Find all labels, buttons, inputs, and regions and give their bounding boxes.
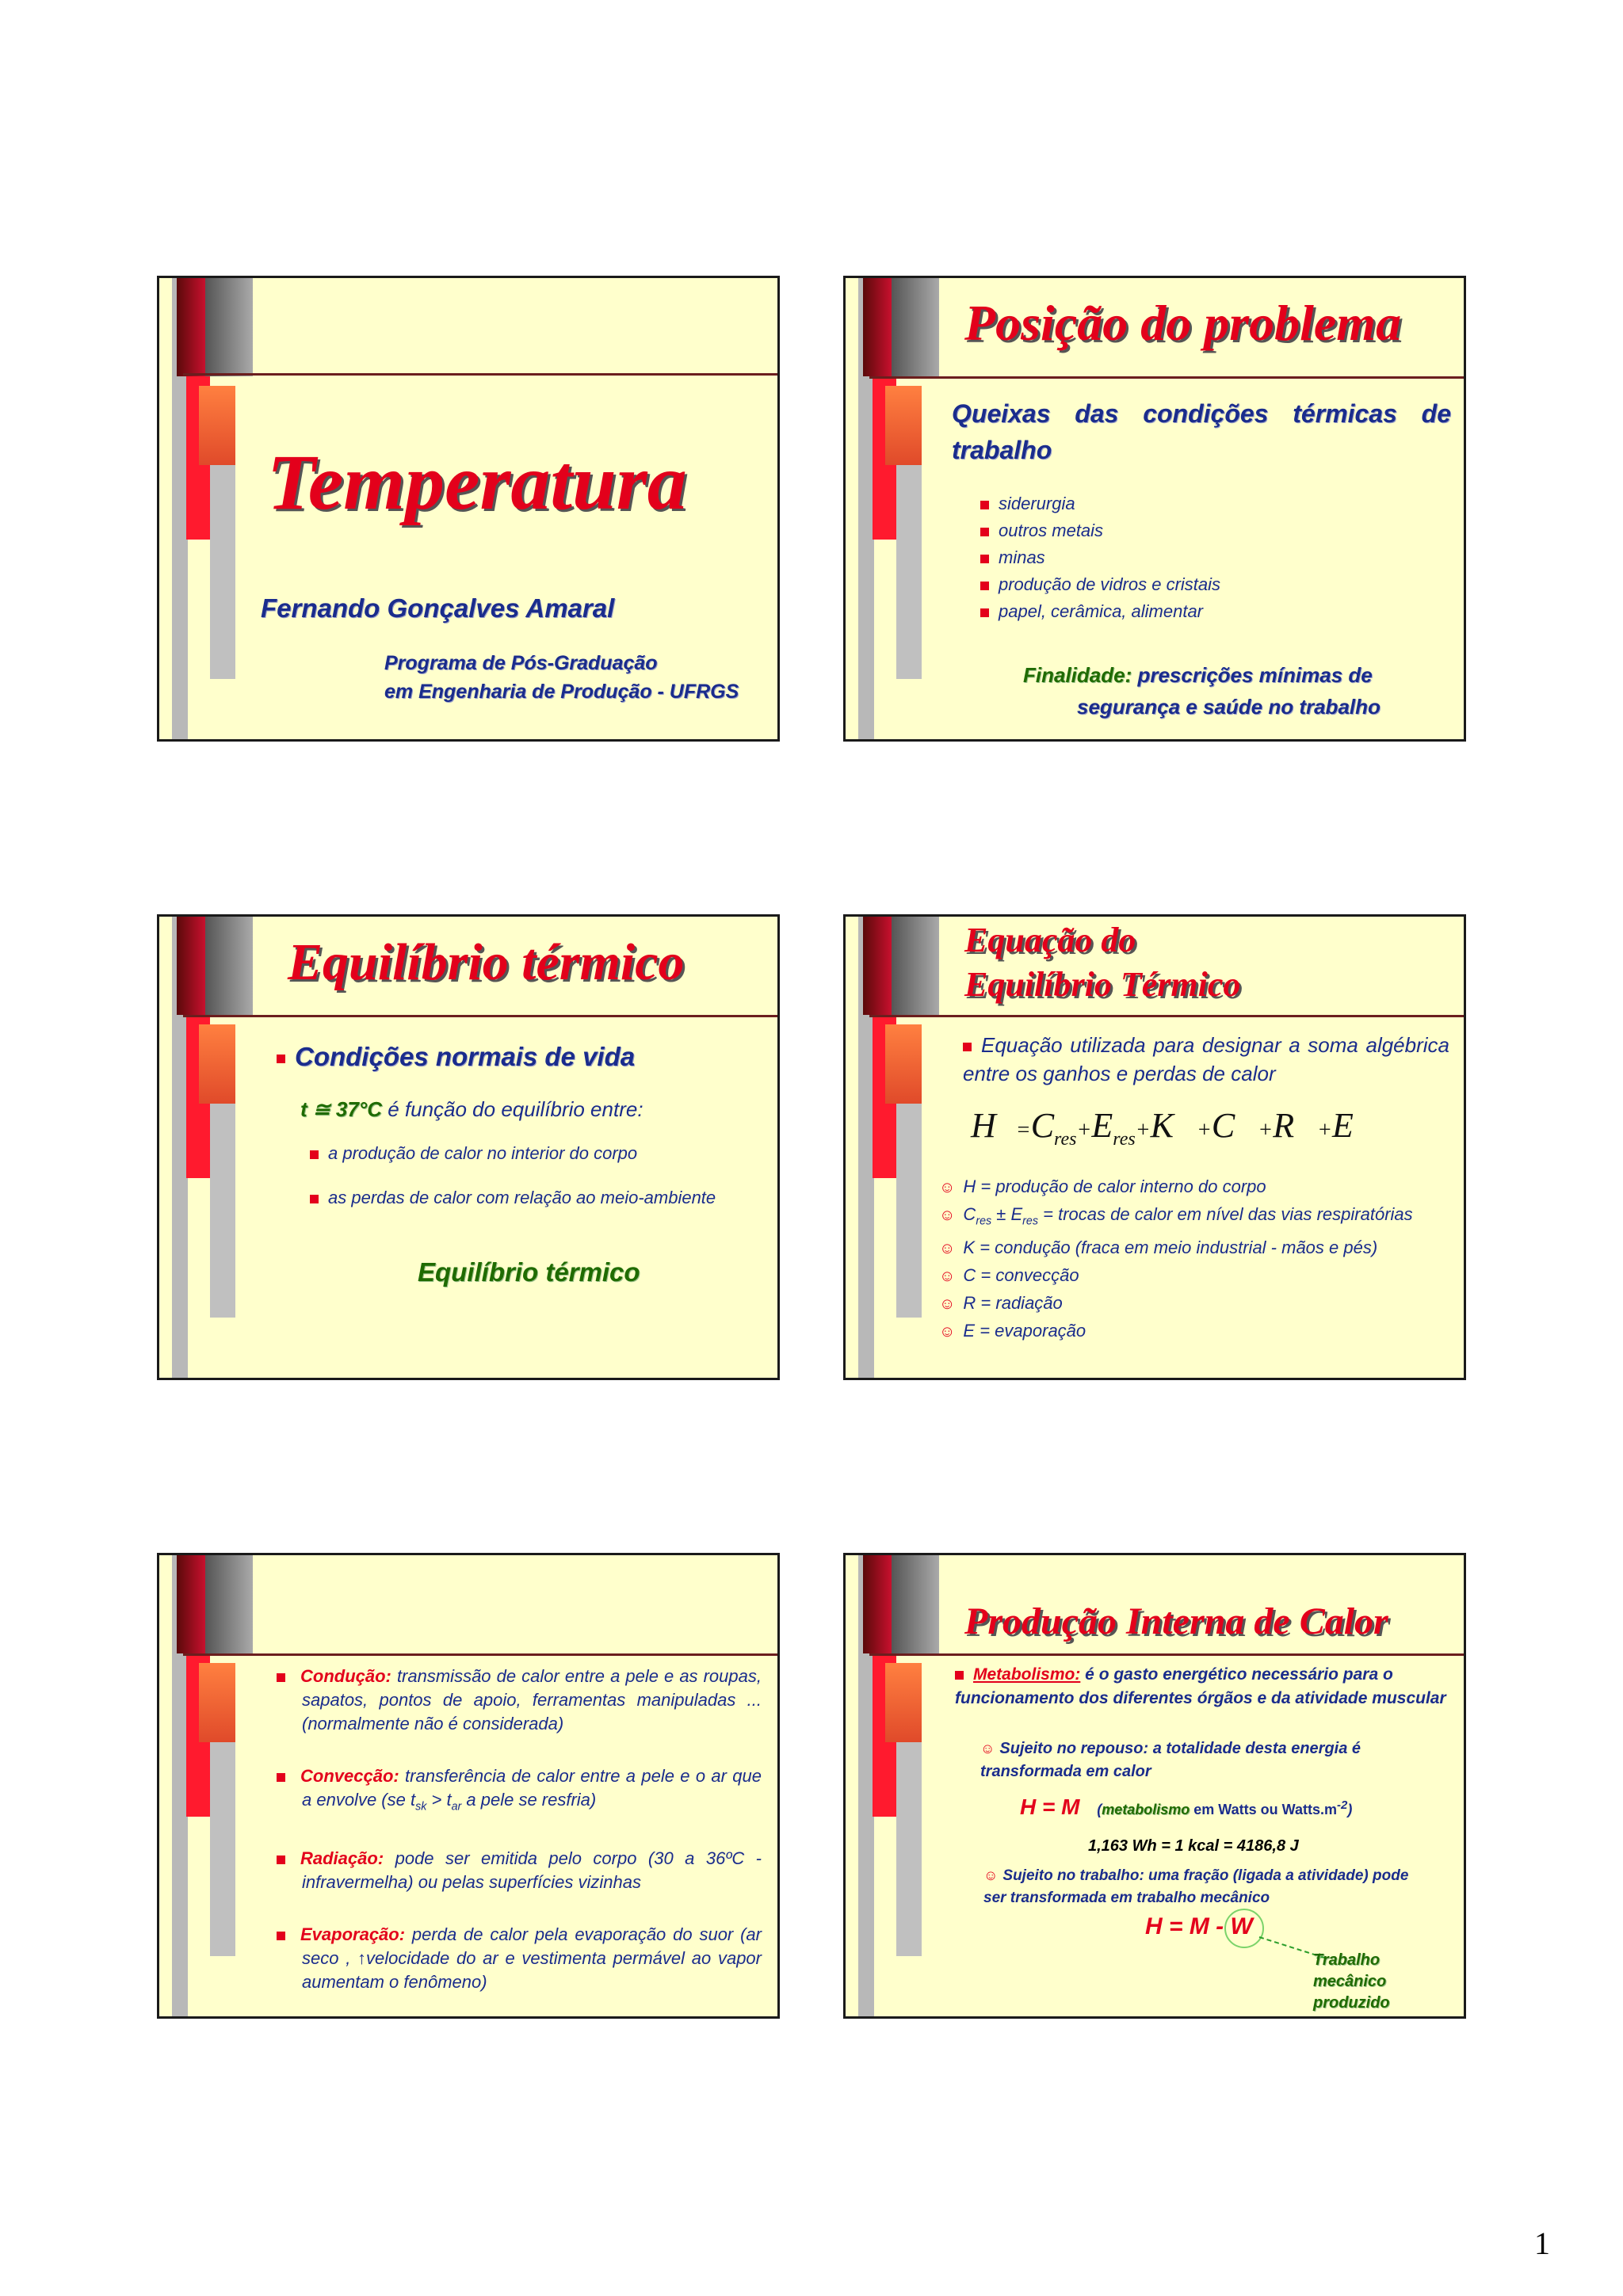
list-item: a produção de calor no interior do corpo (310, 1143, 637, 1164)
heading: Queixas das condições térmicas de trabalho (952, 399, 1451, 464)
list-item: Convecção: transferência de calor entre a pele e o ar que a envolve (se $t_{sk} > t_{ar}$ a pele se resfria) (277, 1764, 762, 1818)
list-item: minas (980, 544, 1220, 571)
list-item: ☺ K = condução (fraca em meio industrial - mãos e pés) (939, 1238, 1378, 1258)
complaints-list (980, 490, 1220, 625)
slide-title: Temperatura (267, 438, 687, 526)
program-line2: em Engenharia de Produção - UFRGS (384, 681, 739, 703)
list-item: outros metais (980, 517, 1220, 544)
divider (869, 1653, 1464, 1656)
divider (183, 373, 777, 376)
slide-decoration (159, 278, 254, 739)
slide-equilibrio-termico (157, 914, 780, 1380)
slide-decoration (846, 278, 941, 739)
list-item: Evaporação: perda de calor pela evaporação do suor (ar seco , ↑velocidade do ar e vestimenta permável ao vapor aumentam o fenômeno) (277, 1923, 762, 1994)
slide-decoration (159, 1555, 254, 2016)
list-item: ☺ E = evaporação (939, 1321, 1086, 1341)
list-item: siderurgia (980, 490, 1220, 517)
slide-title: Equilíbrio térmico (288, 933, 685, 991)
list-item: ☺ R = radiação (939, 1293, 1063, 1314)
bullet-text: Equação utilizada para designar a soma algébrica entre os ganhos e perdas de calor (963, 1033, 1449, 1085)
h-equals-m: H = M (metabolismo em Watts ou $Watts.m^{-2}$) (1020, 1794, 1353, 1819)
exchange-list (277, 1665, 762, 1994)
list-item: Radiação: pode ser emitida pelo corpo (30 a 36ºC - infravermelha) ou pelas superfícies vizinhas (277, 1847, 762, 1894)
rest-text: ☺ Sujeito no repouso: a totalidade desta energia é transformada em calor (980, 1740, 1361, 1780)
h-equals-m-minus-w: H = M - W (1145, 1913, 1253, 1939)
program-line1: Programa de Pós-Graduação (384, 652, 658, 674)
page-number: 1 (1534, 2225, 1550, 2261)
slide-decoration (159, 917, 254, 1378)
slide-producao-interna-calor (843, 1553, 1466, 2019)
list-item: produção de vidros e cristais (980, 571, 1220, 598)
divider (869, 1015, 1464, 1017)
list-item: as perdas de calor com relação ao meio-ambiente (310, 1188, 716, 1208)
slide-title: Posição do problema (964, 295, 1402, 351)
conclusion: Equilíbrio térmico (418, 1257, 640, 1287)
author: Fernando Gonçalves Amaral (261, 593, 615, 623)
definitions-list (939, 1173, 1413, 1345)
work-note: Trabalho mecânico produzido (1313, 1951, 1390, 2012)
slide-heat-exchange-modes (157, 1553, 780, 2019)
slide-posicao-problema (843, 276, 1466, 742)
slide-decoration (846, 1555, 941, 2016)
finalidade: Finalidade: prescrições mínimas de (1023, 663, 1373, 687)
slide-decoration (846, 917, 941, 1378)
list-item: papel, cerâmica, alimentar (980, 598, 1220, 625)
slide-temperatura (157, 276, 780, 742)
temperature-line: t ≅ 37°C é função do equilíbrio entre: (300, 1097, 643, 1121)
slide-title: Equação do Equilíbrio Térmico (964, 921, 1241, 1004)
list-item: ☺ C = convecção (939, 1265, 1079, 1286)
divider (869, 376, 1464, 379)
divider (183, 1653, 777, 1656)
work-text: ☺ Sujeito no trabalho: uma fração (ligada a atividade) pode ser transformada em trabalho mecânico (983, 1867, 1409, 1906)
metabolism-text: Metabolismo: é o gasto energético necessário para o funcionamento dos diferentes órgãos e da atividade muscular (955, 1665, 1446, 1707)
list-item: ☺ $C_{res} \pm E_{res}$ = trocas de calor em nível das vias respiratórias (939, 1204, 1413, 1228)
slide-equacao-equilibrio (843, 914, 1466, 1380)
slide-title: Produção Interna de Calor (964, 1600, 1388, 1642)
conversion: 1,163 Wh = 1 kcal = 4186,8 J (1088, 1837, 1299, 1855)
heat-balance-equation: $H =C_{res}+E_{res}+K +C +R +E$ (971, 1106, 1354, 1150)
finalidade-line2: segurança e saúde no trabalho (1077, 695, 1381, 719)
divider (183, 1015, 777, 1017)
list-item: Condução: transmissão de calor entre a pele e as roupas, sapatos, pontos de apoio, ferramentas manipuladas ... (normalmente não é considerada) (277, 1665, 762, 1736)
bullet-text: Condições normais de vida (277, 1042, 635, 1072)
list-item: ☺ H = produção de calor interno do corpo (939, 1177, 1266, 1196)
